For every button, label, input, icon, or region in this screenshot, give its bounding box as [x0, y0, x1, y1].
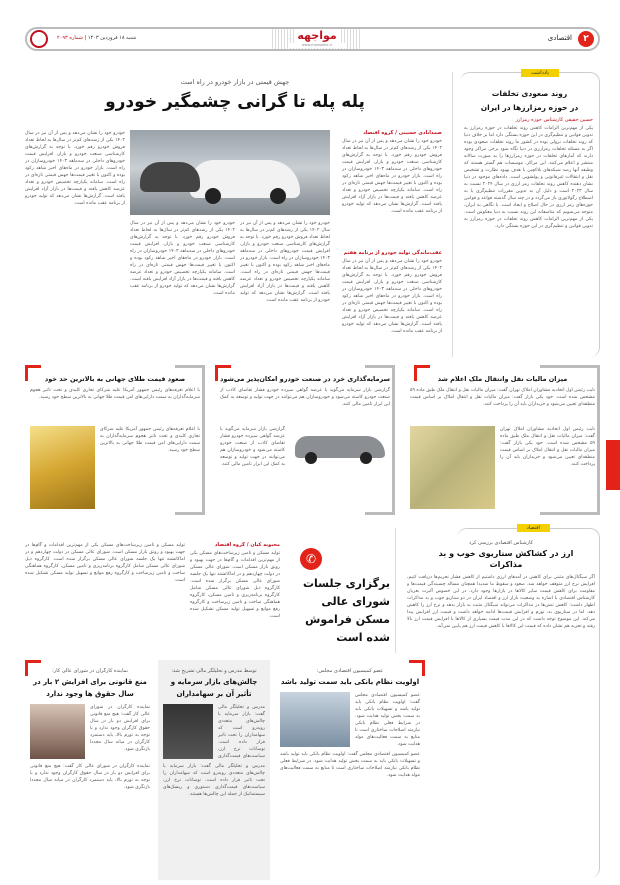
- news-body: عضو کمیسیون اقتصادی مجلس گفت: اولویت نظام بانکی باید تولید باشد و تسهیلات بانکی باید به سمت بخش تولید هدایت شود. در شرایط فعلی نظام بانکی نیازمند اصلاحات ساختاری است تا منابع به سمت فعالیت‌های مولد هدایت شود.: [355, 693, 420, 747]
- news-media-row: [163, 704, 265, 759]
- section-name: اقتصادی: [547, 34, 572, 42]
- news-property-tax: [405, 365, 600, 515]
- currency-title: ارز در کشاکش سناریوی خوب و بد مذاکرات: [438, 549, 574, 569]
- news-content: [410, 375, 595, 509]
- news-media-row: [410, 426, 595, 509]
- news-title: منع قانونی برای افزایش ۲ بار در سال حقوق ها وجود ندارد: [33, 678, 147, 698]
- seal-icon: [30, 30, 48, 48]
- news-media-row: [220, 426, 390, 509]
- news-banking: [275, 660, 425, 880]
- gold-bars-photo: [30, 426, 95, 509]
- lead-body-col2: خودرو خود را نشان می‌دهد و پس از آن نیز در سال ۱۴۰۲ یکی از رشدهای کم‌تر در سال‌ها به لحاظ تعداد فروش خودرو رقم خورد. با توجه به گزارش‌های کارشناسی صنعت خودرو و بازار، افزایش قیمت خودروهای داخلی در سه‌ماهه ۱۴۰۳ خودروسازان در راه است. بازار خودرو در ماه‌های اخیر شاهد رکود بوده و اکنون با تغییر قیمت‌ها جهش قیمتی تازه‌ای در راه است. سامانه یکپارچه تخصیص خودرو و تعداد عرضه کاهش یافته و قیمت‌ها در بازار آزاد افزایش یافته است. گزارش‌ها نشان می‌دهد که تولید خودرو از برنامه عقب مانده است.: [342, 259, 442, 334]
- page-number: ۲: [578, 31, 594, 47]
- divider: [452, 72, 453, 357]
- news-gold-price: [25, 365, 205, 515]
- news-body-2: مدرس و تحلیلگر مالی گفت: بازار سرمایه با چالش‌های متعددی روبه‌رو است که سهامداران را تحت تاثیر قرار داده است. نوسانات نرخ ارز، سیاست‌های قیمت‌گذاری دستوری و ریسک‌های سیستماتیک از جمله این چالش‌ها هستند.: [163, 764, 265, 797]
- news-media-row: [30, 704, 150, 759]
- housing-body-1: تولید مسکن و تامین زیرساخت‌های مسکن یکی از مهم‌ترین اقدامات و گام‌ها در جهت بهبود و رونق بازار مسکن است. شورای عالی مسکن در دولت چهاردهم و در اماکانشته تنها یک جلسه شورای عالی مسکن برگزار شده است. کارگروه ذیل شورای عالی مسکن شامل کارگروه برنامه‌ریزی و تامین مسکن، کارگروه هماهنگی ساخت و تامین زیرساخت و کارگروه رفع موانع و تسهیل تولید مسکن تشکیل شده است.: [190, 551, 280, 619]
- side-label: [606, 440, 620, 490]
- housing-column-1: [190, 542, 280, 650]
- news-body-2: عضو کمیسیون اقتصادی مجلس گفت: اولویت نظام بانکی باید تولید باشد و تسهیلات بانکی باید به سمت بخش تولید هدایت شود. در شرایط فعلی نظام بانکی نیازمند اصلاحات ساختاری است تا منابع به سمت فعالیت‌های مولد هدایت شود.: [280, 752, 420, 778]
- person-photo: [280, 692, 350, 747]
- news-body: گزارشی بازار سرمایه می‌گوید با عرضه گواهی سپرده خودرو فشار تقاضای کاذب از صنعت خودرو کاسته می‌شود و خودروسازان هم می‌توانند در جهت تولید و توسعه به کمک این ابزار تامین مالی کنند.: [220, 388, 390, 407]
- news-content: [30, 375, 200, 509]
- news-body-2: نایب رئیس اول اتحادیه مشاوران املاک تهران گفت: میزان مالیات نقل و انتقال ملک طبق ماده ۵۹ مشخص شده است. خود یکی بازار گفت: میزان مالیات نقل و انتقال املاک بر اساس قیمت منطقه‌ای تعیین می‌شود و خریداران باید آن را پرداخت کنند.: [500, 427, 595, 467]
- housing-body-2: تولید مسکن و تامین زیرساخت‌های مسکن یکی از مهم‌ترین اقدامات و گام‌ها در جهت بهبود و رونق بازار مسکن است. شورای عالی مسکن در دولت چهاردهم و در اماکانشته تنها یک جلسه شورای عالی مسکن برگزار شده است. کارگروه ذیل شورای عالی مسکن شامل کارگروه برنامه‌ریزی و تامین مسکن، کارگروه هماهنگی ساخت و تامین زیرساخت و کارگروه رفع موانع و تسهیل تولید مسکن تشکیل شده است.: [25, 543, 185, 583]
- news-kicker: توسط مدرس و تحلیلگر مالی تشریح شد:: [171, 668, 257, 674]
- editorial-body: یکی از مهم‌ترین الزامات کاهش روند تخلفات در حوزه رمزارز به تدوین قوانین و تنظیم‌گری در این حوزه بستگی دارد اما بر خلاف دنیا که روند تخلفات نزولی بوده در کشور ما روند تخلفات صعودی بوده اگر به مسئله تخلفات رمزارزی در دنیا نگاه شود برخی مراکز وجود دارند که آمارهای تخلفات در حوزه رمزارزها را به صورت سالانه منتشر و اعلام می‌کنند. این مراکز، موسسات هم گستر هستند که وظیفه آنها رصد شبکه‌های بلاکچین با هدف بهبود نظارت و تشخیص نقل و انتقالات غیرقانونی و پولشویی است. داده‌های موجود در دنیا نشان دهنده کاهش روند تخلفات رمز ارزی در سال ۲۰۲۴ نسبت به سال ۲۰۲۳ است و دلیل آن به تدوین مقررات تنظیم‌گری یا به اصطلاح رگولاتوری باز می‌گردد و در چند سال گذشته قواعد و قوانین حوزه‌های رمز ارزی در حال اصلاح و ایجاد است. با نگاهی به ایران، متوجه می‌شویم که متاسفانه این روند نسبت به دنیا معکوس است. یکی از مهم‌ترین الزامات کاهش روند تخلفات در حوزه رمزارز به تدوین قوانین و تنظیم‌گری در این حوزه بستگی دارد.: [464, 126, 593, 229]
- logo-text: مواجهه: [295, 29, 339, 43]
- editorial-author: حسین حقیقی کارشناس حوزه رمزارز: [515, 117, 593, 123]
- news-body: نایب رئیس اول اتحادیه مشاوران املاک تهران گفت: میزان مالیات نقل و انتقال ملک طبق ماده ۵۹ مشخص شده است. خود یکی بازار گفت: میزان مالیات نقل و انتقال املاک بر اساس قیمت منطقه‌ای تعیین می‌شود و خریداران باید آن را پرداخت کنند.: [410, 388, 595, 407]
- news-content: [280, 668, 420, 878]
- news-kicker: نماینده کارگران در شورای عالی کار:: [52, 668, 128, 674]
- person-photo: [30, 704, 85, 759]
- news-auto-investment: [215, 365, 395, 515]
- news-kicker: عضو کمیسیون اقتصادی مجلس:: [316, 668, 384, 674]
- currency-content: [455, 525, 600, 538]
- editorial-title: روند صعودی تخلفات: [491, 89, 568, 98]
- news-title: سرمایه‌گذاری خرد در صنعت خودرو امکان‌پذیر می‌شود: [220, 375, 390, 383]
- lead-body-col3: خودرو خود را نشان می‌دهد و پس از آن نیز در سال ۱۴۰۲ یکی از رشدهای کم‌تر در سال‌ها به لحاظ تعداد فروش خودرو رقم خورد. با توجه به گزارش‌های کارشناسی صنعت خودرو و بازار، افزایش قیمت خودروهای داخلی در سه‌ماهه ۱۴۰۳ خودروسازان در راه است. بازار خودرو در ماه‌های اخیر شاهد رکود بوده و اکنون با تغییر قیمت‌ها جهش قیمتی تازه‌ای در راه است. سامانه یکپارچه تخصیص خودرو و تعداد عرضه کاهش یافته و قیمت‌ها در بازار آزاد افزایش یافته است. گزارش‌ها نشان می‌دهد که تولید خودرو از برنامه عقب مانده است.: [240, 221, 330, 303]
- lead-kicker: جهش قیمتی در بازار خودرو در راه است: [180, 78, 290, 86]
- news-body-2: با اعلام تعرفه‌های رئیس جمهور آمریکا علیه شرکای تجاری کلیدی و تحت تاثیر هجوم سرمایه‌گذاران به سمت دارایی‌های امن قیمت طلا جهانی به بالاترین سطح خود رسید.: [100, 427, 200, 453]
- housing-byline: محبوبه کیان / گروه اقتصاد: [214, 542, 280, 548]
- stock-board-photo: [163, 704, 213, 759]
- currency-article: [402, 540, 600, 878]
- news-wages: [25, 660, 153, 880]
- news-body-2: گزارشی بازار سرمایه می‌گوید با عرضه گواهی سپرده خودرو فشار تقاضای کاذب از صنعت خودرو کاسته می‌شود و خودروسازان هم می‌توانند در جهت تولید و توسعه به کمک این ابزار تامین مالی کنند.: [220, 427, 285, 467]
- money-photo: [410, 426, 495, 509]
- lead-subhead: عقب‌ماندگی تولید خودرو از برنامه هفتم: [343, 250, 442, 256]
- editorial-tag: یادداشت: [521, 69, 559, 77]
- news-content: [163, 668, 265, 878]
- news-title: اولویت نظام بانکی باید سمت تولید باشد: [280, 678, 420, 686]
- page-header: [25, 27, 600, 51]
- news-body: نماینده کارگران در شورای عالی کار گفت: هیچ منع قانونی برای افزایش دو بار در سال حقوق کارگران وجود ندارد و با توجه به تورم بالا، باید دستمزد کارگران در میانه سال مجددا بازنگری شود.: [90, 705, 150, 752]
- news-body-2: نماینده کارگران در شورای عالی کار گفت: هیچ منع قانونی برای افزایش دو بار در سال حقوق کارگران وجود ندارد و با توجه به تورم بالا، باید دستمزد کارگران در میانه سال مجددا بازنگری شود.: [30, 764, 150, 790]
- issue-date: شنبه ۱۸ فروردین ۱۴۰۳ | شماره ۲۰۹۳: [57, 35, 137, 41]
- lead-body-col5: خودرو خود را نشان می‌دهد و پس از آن نیز در سال ۱۴۰۲ یکی از رشدهای کم‌تر در سال‌ها به لحاظ تعداد فروش خودرو رقم خورد. با توجه به گزارش‌های کارشناسی صنعت خودرو و بازار، افزایش قیمت خودروهای داخلی در سه‌ماهه ۱۴۰۳ خودروسازان در راه است. بازار خودرو در ماه‌های اخیر شاهد رکود بوده و اکنون با تغییر قیمت‌ها جهش قیمتی تازه‌ای در راه است. سامانه یکپارچه تخصیص خودرو و تعداد عرضه کاهش یافته و قیمت‌ها در بازار آزاد افزایش یافته است. گزارش‌ها نشان می‌دهد که تولید خودرو از برنامه عقب مانده است.: [25, 131, 125, 206]
- currency-tag: اقتصاد: [517, 524, 550, 532]
- car-photo: [130, 130, 330, 215]
- news-media-row: [30, 426, 200, 509]
- news-body: با اعلام تعرفه‌های رئیس جمهور آمریکا علیه شرکای تجاری کلیدی و تحت تاثیر هجوم سرمایه‌گذاران به سمت دارایی‌های امن قیمت طلا جهانی به بالاترین سطح خود رسید.: [30, 388, 200, 400]
- housing-title: برگزاری جلسات شورای عالی مسکن فراموش شده است: [302, 577, 390, 644]
- website: www.movajehe.ir: [289, 43, 345, 48]
- lead-byline: صمدابادی حسینی / گروه اقتصاد: [363, 130, 442, 136]
- currency-kicker: کارشناس اقتصادی بررسی کرد: [469, 540, 533, 546]
- lead-column-1: [342, 130, 442, 348]
- news-body: مدرس و تحلیلگر مالی گفت: بازار سرمایه با چالش‌های متعددی روبه‌رو است که سهامداران را تحت تاثیر قرار داده است. نوسانات نرخ ارز، سیاست‌های قیمت‌گذاری: [218, 705, 265, 759]
- car-photo: [290, 426, 390, 509]
- date-text: شنبه ۱۸ فروردین ۱۴۰۳: [87, 35, 137, 41]
- news-title: صعود قیمت طلای جهانی به بالاترین حد خود: [44, 375, 186, 383]
- issue-number: شماره ۲۰۹۳: [57, 35, 83, 41]
- news-content: [220, 375, 390, 509]
- currency-body: اگر سیگنال‌های مثبتی برای کاهش در آمدهای ارزی داشتیم از کاهش فشار تحریم‌ها دریافت کنیم، افزایش نرخ ارز متوقف خواهد شد. صعود و سقوط ما شدیدا همچنان مساله چسبندگی قیمت‌ها و مقاومت برای کاهش قیمت سایر کالاها در بازارها وجود دارد. در این خصوص آلبرت بغزیان کارشناس اقتصادی با اشاره به وضعیت بازار ارز و اقتصاد ایران در دو سناریو خوب و بد مذاکرات اظهار داشت: کاهش تنش‌ها در مذاکرات می‌تواند سیگنال مثبت به بازار بدهد و نرخ ارز را کاهش دهد. اما در سناریوی بد، تورم و افزایش قیمت‌ها ادامه خواهد داشت و قیمت ارز افزایش پیدا می‌کند. این موضوع توجه داشت که در این مدت قیمت بسیاری از کالاها با افزایش قیمت ارز بالا رفته و تجربه هم نشان داده که قیمت این کالاها با کاهش قیمت ارز هم پایین نمی‌آید.: [407, 575, 595, 629]
- news-content: [30, 668, 150, 878]
- news-capital-market: [158, 660, 270, 880]
- lead-body-col4: خودرو خود را نشان می‌دهد و پس از آن نیز در سال ۱۴۰۲ یکی از رشدهای کم‌تر در سال‌ها به لحاظ تعداد فروش خودرو رقم خورد. با توجه به گزارش‌های کارشناسی صنعت خودرو و بازار، افزایش قیمت خودروهای داخلی در سه‌ماهه ۱۴۰۳ خودروسازان در راه است. بازار خودرو در ماه‌های اخیر شاهد رکود بوده و اکنون با تغییر قیمت‌ها جهش قیمتی تازه‌ای در راه است. سامانه یکپارچه تخصیص خودرو و تعداد عرضه کاهش یافته و قیمت‌ها در بازار آزاد افزایش یافته است. گزارش‌ها نشان می‌دهد که تولید خودرو از برنامه عقب مانده است.: [130, 221, 235, 296]
- news-title: چالش‌های بازار سرمایه و تأثیر آن بر سهامداران: [170, 678, 258, 698]
- news-title: میزان مالیات نقل وانتقال ملک اعلام شد: [437, 375, 568, 383]
- news-media-row: [280, 692, 420, 747]
- editorial-box: [460, 72, 600, 357]
- editorial-title-2: در حوزه رمزارزها در ایران: [480, 103, 579, 112]
- lead-body-col1: خودرو خود را نشان می‌دهد و پس از آن نیز در سال ۱۴۰۲ یکی از رشدهای کم‌تر در سال‌ها به لحاظ تعداد فروش خودرو رقم خورد. با توجه به گزارش‌های کارشناسی صنعت خودرو و بازار، افزایش قیمت خودروهای داخلی در سه‌ماهه ۱۴۰۳ خودروسازان در راه است. بازار خودرو در ماه‌های اخیر شاهد رکود بوده و اکنون با تغییر قیمت‌ها جهش قیمتی تازه‌ای در راه است. سامانه یکپارچه تخصیص خودرو و تعداد عرضه کاهش یافته و قیمت‌ها در بازار آزاد افزایش یافته است. گزارش‌ها نشان می‌دهد که تولید خودرو از برنامه عقب مانده است.: [342, 139, 442, 214]
- phone-icon: ✆: [300, 548, 322, 570]
- lead-headline: پله پله تا گرانی چشمگیر خودرو: [105, 92, 365, 112]
- divider: [395, 528, 396, 653]
